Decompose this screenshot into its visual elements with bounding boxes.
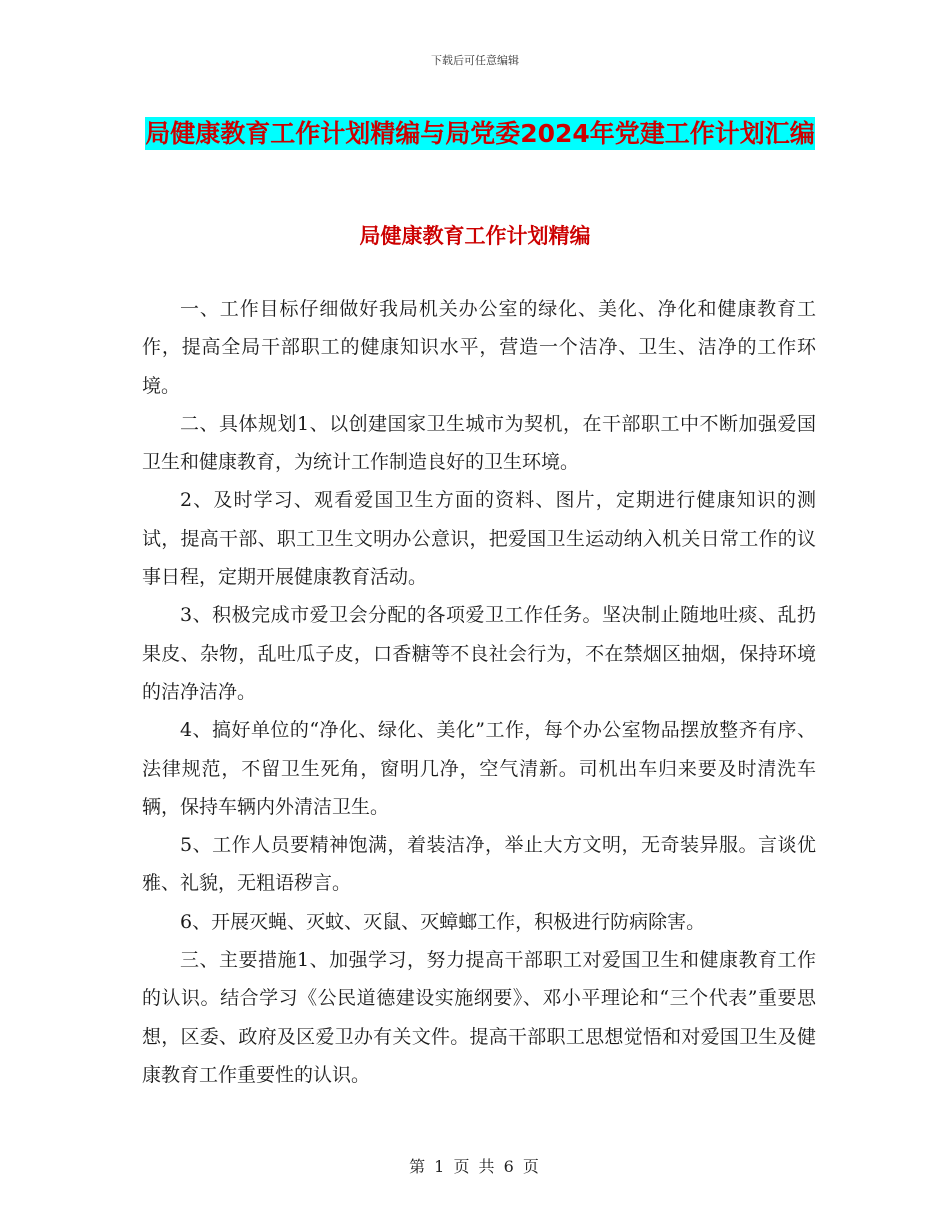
document-title [140, 110, 820, 157]
title-highlight: 局健康教育工作计划精编与局党委2024年党建工作计划汇编 [145, 119, 815, 148]
section-title: 局健康教育工作计划精编 [359, 224, 591, 248]
paragraph: 5、工作人员要精神饱满，着装洁净，举止大方文明，无奇装异服。言谈优雅、礼貌，无粗语秽言。 [142, 834, 816, 895]
paragraph: 三、主要措施1、加强学习，努力提高干部职工对爱国卫生和健康教育工作的认识。结合学习《公民道德建设实施纲要》、邓小平理论和“三个代表”重要思想，区委、政府及区爱卫办有关文件。提高干部职工思想觉悟和对爱国卫生及健康教育工作重要性的认识。 [142, 949, 816, 1086]
paragraph: 4、搞好单位的“净化、绿化、美化”工作，每个办公室物品摆放整齐有序、法律规范，不留卫生死角，窗明几净，空气清新。司机出车归来要及时清洗车辆，保持车辆内外清洁卫生。 [142, 719, 816, 818]
page-number: 第 1 页 共 6 页 [409, 1157, 541, 1176]
document-body [142, 290, 816, 1094]
paragraph: 一、工作目标仔细做好我局机关办公室的绿化、美化、净化和健康教育工作，提高全局干部职工的健康知识水平，营造一个洁净、卫生、洁净的工作环境。 [142, 298, 816, 397]
paragraph: 二、具体规划1、以创建国家卫生城市为契机，在干部职工中不断加强爱国卫生和健康教育，为统计工作制造良好的卫生环境。 [142, 412, 816, 474]
paragraph: 6、开展灭蝇、灭蚊、灭鼠、灭蟑螂工作，积极进行防病除害。 [180, 910, 706, 933]
page-header: 下载后可任意编辑 [431, 54, 519, 67]
paragraph: 2、及时学习、观看爱国卫生方面的资料、图片，定期进行健康知识的测试，提高干部、职工卫生文明办公意识，把爱国卫生运动纳入机关日常工作的议事日程，定期开展健康教育活动。 [142, 489, 816, 589]
paragraph: 3、积极完成市爱卫会分配的各项爱卫工作任务。坚决制止随地吐痰、乱扔果皮、杂物，乱吐瓜子皮，口香糖等不良社会行为，不在禁烟区抽烟，保持环境的洁净洁净。 [142, 604, 816, 703]
